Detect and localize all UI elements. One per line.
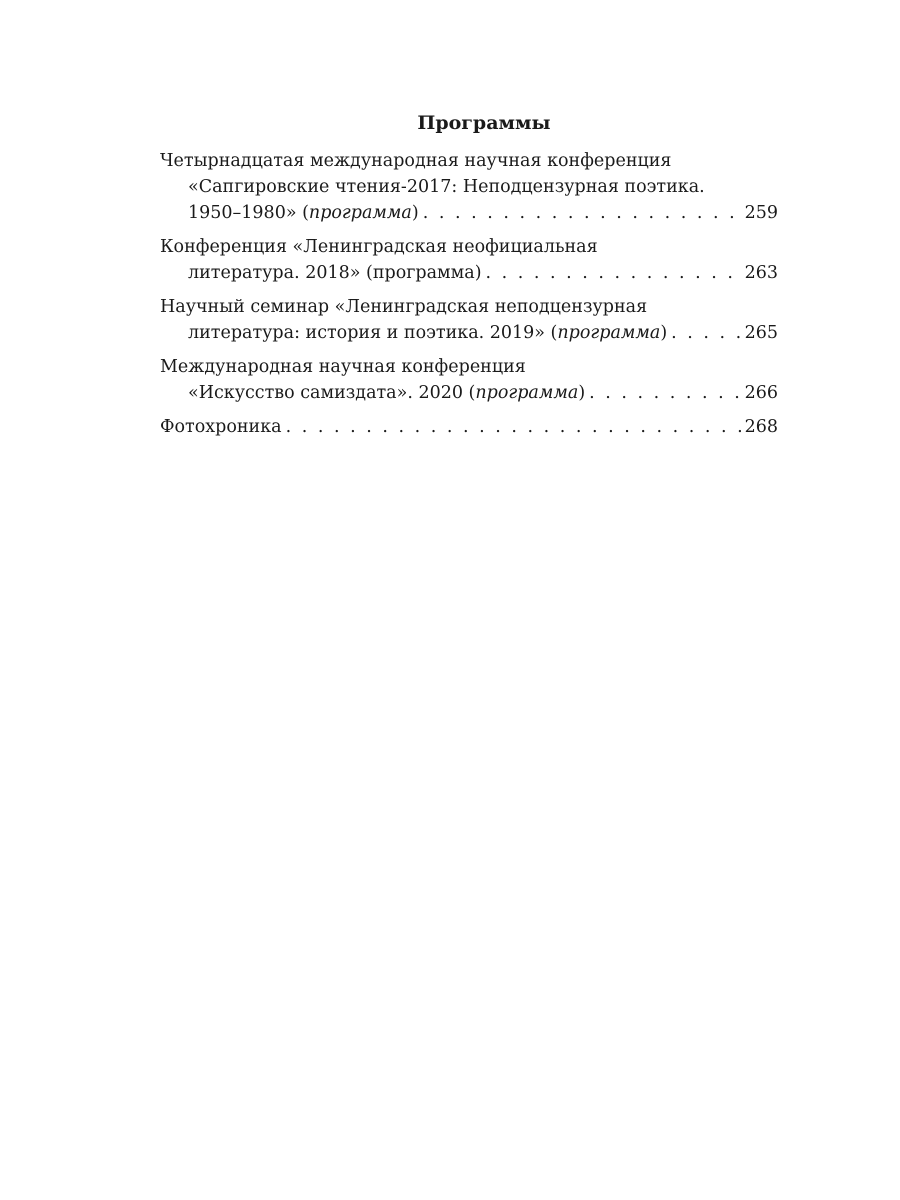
- entry-line: Четырнадцатая международная научная конференция: [160, 151, 672, 171]
- page-number: 263: [744, 263, 778, 283]
- page-number: 259: [744, 203, 778, 223]
- entry-last-line: [160, 320, 778, 346]
- entry-line: «Сапгировские чтения-2017: Неподцензурная поэтика.: [188, 177, 705, 197]
- toc-entry-samizdat-art[interactable]: [160, 354, 778, 406]
- dot-leader: [486, 260, 741, 286]
- toc-entry-sapgir-readings[interactable]: [160, 148, 778, 226]
- entry-text: Фотохроника: [160, 417, 282, 437]
- entry-last-line: [160, 380, 778, 406]
- dot-leader: [286, 414, 741, 440]
- page-number: 265: [744, 323, 778, 343]
- table-of-contents: [160, 108, 778, 448]
- dot-leader: [589, 380, 740, 406]
- page-number: 266: [744, 383, 778, 403]
- entry-text: литература: история и поэтика. 2019» (программа): [188, 323, 668, 343]
- toc-entry-leningrad-unofficial-literature[interactable]: [160, 234, 778, 286]
- section-title: Программы: [417, 112, 551, 134]
- page-number: 268: [744, 417, 778, 437]
- toc-entry-leningrad-seminar[interactable]: [160, 294, 778, 346]
- entry-last-line: [160, 200, 778, 226]
- entry-text: литература. 2018» (программа): [188, 263, 482, 283]
- entry-text: «Искусство самиздата». 2020 (программа): [188, 383, 586, 403]
- entry-line: Международная научная конференция: [160, 357, 526, 377]
- entry-last-line: [160, 260, 778, 286]
- entry-line: Конференция «Ленинградская неофициальная: [160, 237, 598, 257]
- toc-entry-photo-chronicle[interactable]: [160, 414, 778, 440]
- dot-leader: [423, 200, 741, 226]
- dot-leader: [671, 320, 740, 346]
- entry-line: Научный семинар «Ленинградская неподцензурная: [160, 297, 648, 317]
- entry-text: 1950–1980» (программа): [188, 203, 419, 223]
- entry-last-line: [160, 414, 778, 440]
